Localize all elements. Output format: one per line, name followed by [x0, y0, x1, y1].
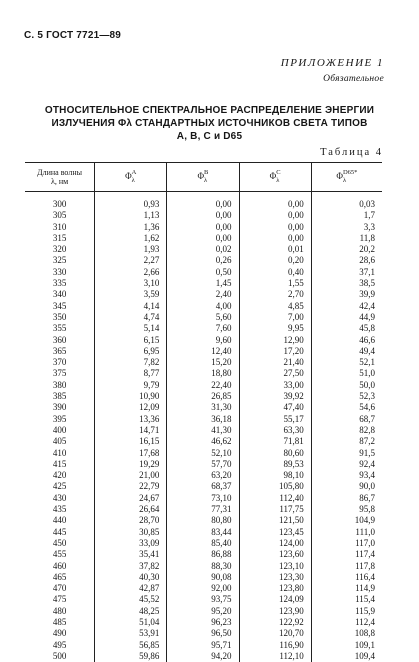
header-phi-b-sup: B	[204, 169, 208, 176]
table-cell: 430	[25, 493, 95, 504]
table-cell: 116,90	[239, 640, 311, 651]
table-row	[25, 402, 382, 413]
table-cell: 455	[25, 549, 95, 560]
table-cell: 440	[25, 515, 95, 526]
table-row	[25, 192, 382, 211]
table-cell: 48,25	[95, 606, 167, 617]
table-cell: 470	[25, 583, 95, 594]
table-cell: 22,40	[167, 380, 239, 391]
table-cell: 51,0	[311, 368, 382, 379]
table-cell: 0,00	[239, 192, 311, 211]
table-cell: 52,1	[311, 357, 382, 368]
table-cell: 475	[25, 594, 95, 605]
header-phi-a-sub: λ	[132, 177, 135, 184]
table-row	[25, 289, 382, 300]
table-cell: 320	[25, 244, 95, 255]
header-phi-b-sub: λ	[204, 177, 207, 184]
header-phi-d65-sub: λ	[343, 177, 346, 184]
table-cell: 117,8	[311, 561, 382, 572]
table-cell: 18,80	[167, 368, 239, 379]
table-row	[25, 357, 382, 368]
table-cell: 109,1	[311, 640, 382, 651]
table-cell: 96,23	[167, 617, 239, 628]
table-row	[25, 267, 382, 278]
table-cell: 116,4	[311, 572, 382, 583]
table-cell: 26,64	[95, 504, 167, 515]
table-cell: 39,9	[311, 289, 382, 300]
table-cell: 310	[25, 222, 95, 233]
table-cell: 24,67	[95, 493, 167, 504]
table-cell: 93,4	[311, 470, 382, 481]
table-cell: 9,95	[239, 323, 311, 334]
table-cell: 89,53	[239, 459, 311, 470]
table-cell: 0,26	[167, 255, 239, 266]
table-cell: 7,60	[167, 323, 239, 334]
table-row	[25, 606, 382, 617]
table-cell: 13,36	[95, 414, 167, 425]
table-cell: 4,14	[95, 301, 167, 312]
table-cell: 17,20	[239, 346, 311, 357]
table-cell: 21,00	[95, 470, 167, 481]
table-cell: 4,00	[167, 301, 239, 312]
table-row	[25, 323, 382, 334]
header-phi-d65-symbol: Φ	[336, 171, 343, 181]
table-label: Таблица 4	[320, 147, 383, 158]
table-cell: 2,70	[239, 289, 311, 300]
table-cell: 1,7	[311, 210, 382, 221]
header-phi-a	[95, 163, 167, 192]
appendix-note: Обязательное	[281, 74, 384, 84]
header-phi-c-sup: C	[276, 169, 280, 176]
table-cell: 49,4	[311, 346, 382, 357]
table-row	[25, 335, 382, 346]
table-cell: 80,80	[167, 515, 239, 526]
table-row	[25, 549, 382, 560]
table-row	[25, 651, 382, 662]
table-cell: 45,52	[95, 594, 167, 605]
table-cell: 123,10	[239, 561, 311, 572]
table-cell: 5,60	[167, 312, 239, 323]
table-cell: 5,14	[95, 323, 167, 334]
table-cell: 0,02	[167, 244, 239, 255]
document-title	[0, 104, 419, 143]
table-cell: 465	[25, 572, 95, 583]
table-cell: 12,09	[95, 402, 167, 413]
table-row	[25, 301, 382, 312]
table-row	[25, 459, 382, 470]
table-cell: 124,09	[239, 594, 311, 605]
table-cell: 26,85	[167, 391, 239, 402]
table-cell: 4,74	[95, 312, 167, 323]
table-cell: 410	[25, 448, 95, 459]
header-phi-d65	[311, 163, 382, 192]
table-cell: 490	[25, 628, 95, 639]
table-cell: 2,40	[167, 289, 239, 300]
table-cell: 28,6	[311, 255, 382, 266]
table-cell: 53,91	[95, 628, 167, 639]
table-cell: 480	[25, 606, 95, 617]
table-cell: 340	[25, 289, 95, 300]
table-cell: 19,29	[95, 459, 167, 470]
table-cell: 123,60	[239, 549, 311, 560]
table-cell: 17,68	[95, 448, 167, 459]
table-cell: 108,8	[311, 628, 382, 639]
table-cell: 16,15	[95, 436, 167, 447]
header-wavelength-line1: Длина волны	[25, 168, 94, 177]
table-cell: 450	[25, 538, 95, 549]
table-cell: 112,10	[239, 651, 311, 662]
table-cell: 8,77	[95, 368, 167, 379]
table-cell: 88,30	[167, 561, 239, 572]
table-row	[25, 538, 382, 549]
table-row	[25, 527, 382, 538]
table-cell: 86,7	[311, 493, 382, 504]
table-cell: 10,90	[95, 391, 167, 402]
table-cell: 95,8	[311, 504, 382, 515]
table-cell: 330	[25, 267, 95, 278]
table-cell: 0,00	[239, 210, 311, 221]
table-cell: 335	[25, 278, 95, 289]
table-cell: 105,80	[239, 481, 311, 492]
table-cell: 2,66	[95, 267, 167, 278]
table-cell: 82,8	[311, 425, 382, 436]
table-row	[25, 312, 382, 323]
table-cell: 112,40	[239, 493, 311, 504]
table-cell: 112,4	[311, 617, 382, 628]
title-line-2: ИЗЛУЧЕНИЯ Φλ СТАНДАРТНЫХ ИСТОЧНИКОВ СВЕТА ТИПОВ	[0, 117, 419, 130]
spectral-table	[25, 162, 382, 662]
table-cell: 500	[25, 651, 95, 662]
table-cell: 80,60	[239, 448, 311, 459]
table-cell: 27,50	[239, 368, 311, 379]
table-cell: 123,80	[239, 583, 311, 594]
table-cell: 42,4	[311, 301, 382, 312]
table-cell: 33,00	[239, 380, 311, 391]
table-cell: 44,9	[311, 312, 382, 323]
table-cell: 0,03	[311, 192, 382, 211]
table-cell: 1,13	[95, 210, 167, 221]
table-cell: 55,17	[239, 414, 311, 425]
table-cell: 93,75	[167, 594, 239, 605]
appendix-block	[281, 57, 384, 84]
table-cell: 15,20	[167, 357, 239, 368]
table-cell: 68,37	[167, 481, 239, 492]
table-cell: 54,6	[311, 402, 382, 413]
table-cell: 91,5	[311, 448, 382, 459]
table-body	[25, 192, 382, 662]
table-cell: 485	[25, 617, 95, 628]
table-cell: 31,30	[167, 402, 239, 413]
table-cell: 0,40	[239, 267, 311, 278]
table-row	[25, 594, 382, 605]
table-cell: 90,0	[311, 481, 382, 492]
table-row	[25, 470, 382, 481]
table-cell: 73,10	[167, 493, 239, 504]
table-cell: 1,62	[95, 233, 167, 244]
table-cell: 98,10	[239, 470, 311, 481]
table-cell: 68,7	[311, 414, 382, 425]
table-cell: 3,59	[95, 289, 167, 300]
table-cell: 0,00	[167, 192, 239, 211]
table-cell: 305	[25, 210, 95, 221]
table-row	[25, 391, 382, 402]
table-cell: 37,1	[311, 267, 382, 278]
table-row	[25, 504, 382, 515]
table-cell: 385	[25, 391, 95, 402]
table-cell: 0,20	[239, 255, 311, 266]
table-cell: 1,36	[95, 222, 167, 233]
table-cell: 40,30	[95, 572, 167, 583]
table-cell: 12,90	[239, 335, 311, 346]
table-cell: 2,27	[95, 255, 167, 266]
table-cell: 0,00	[167, 210, 239, 221]
table-cell: 11,8	[311, 233, 382, 244]
table-cell: 123,90	[239, 606, 311, 617]
table-cell: 405	[25, 436, 95, 447]
table-cell: 415	[25, 459, 95, 470]
table-cell: 435	[25, 504, 95, 515]
table-cell: 28,70	[95, 515, 167, 526]
table-cell: 1,45	[167, 278, 239, 289]
table-cell: 0,93	[95, 192, 167, 211]
table-row	[25, 244, 382, 255]
table-cell: 52,3	[311, 391, 382, 402]
table-cell: 0,00	[167, 222, 239, 233]
table-cell: 94,20	[167, 651, 239, 662]
table-cell: 325	[25, 255, 95, 266]
table-cell: 7,82	[95, 357, 167, 368]
table-cell: 77,31	[167, 504, 239, 515]
table-cell: 83,44	[167, 527, 239, 538]
table-cell: 63,20	[167, 470, 239, 481]
table-cell: 35,41	[95, 549, 167, 560]
table-cell: 52,10	[167, 448, 239, 459]
table-cell: 12,40	[167, 346, 239, 357]
table-row	[25, 436, 382, 447]
table-header-row	[25, 163, 382, 192]
header-phi-b	[167, 163, 239, 192]
header-phi-d65-sup: D65*	[343, 169, 357, 176]
table-cell: 0,01	[239, 244, 311, 255]
table-cell: 120,70	[239, 628, 311, 639]
header-phi-c	[239, 163, 311, 192]
table-row	[25, 255, 382, 266]
table-cell: 114,9	[311, 583, 382, 594]
table-cell: 370	[25, 357, 95, 368]
header-phi-a-symbol: Φ	[125, 171, 132, 181]
table-cell: 51,04	[95, 617, 167, 628]
table-row	[25, 583, 382, 594]
table-cell: 400	[25, 425, 95, 436]
table-cell: 38,5	[311, 278, 382, 289]
table-row	[25, 515, 382, 526]
table-cell: 360	[25, 335, 95, 346]
table-cell: 95,20	[167, 606, 239, 617]
table-cell: 47,40	[239, 402, 311, 413]
appendix-title: ПРИЛОЖЕНИЕ 1	[281, 57, 384, 69]
table-cell: 3,10	[95, 278, 167, 289]
header-phi-a-sup: A	[132, 169, 137, 176]
table-cell: 56,85	[95, 640, 167, 651]
table-row	[25, 368, 382, 379]
table-cell: 22,79	[95, 481, 167, 492]
table-cell: 115,9	[311, 606, 382, 617]
table-cell: 14,71	[95, 425, 167, 436]
table-cell: 124,00	[239, 538, 311, 549]
table-cell: 87,2	[311, 436, 382, 447]
table-cell: 115,4	[311, 594, 382, 605]
table-cell: 0,00	[239, 233, 311, 244]
header-phi-c-symbol: Φ	[270, 171, 277, 181]
table-cell: 460	[25, 561, 95, 572]
table-row	[25, 572, 382, 583]
table-cell: 39,92	[239, 391, 311, 402]
header-phi-c-sub: λ	[276, 177, 279, 184]
table-cell: 92,4	[311, 459, 382, 470]
table-cell: 104,9	[311, 515, 382, 526]
table-cell: 41,30	[167, 425, 239, 436]
table-cell: 30,85	[95, 527, 167, 538]
table-row	[25, 346, 382, 357]
table-row	[25, 481, 382, 492]
table-cell: 3,3	[311, 222, 382, 233]
table-cell: 123,45	[239, 527, 311, 538]
table-cell: 0,00	[239, 222, 311, 233]
table-cell: 86,88	[167, 549, 239, 560]
table-row	[25, 493, 382, 504]
table-row	[25, 222, 382, 233]
table-cell: 0,50	[167, 267, 239, 278]
table-cell: 33,09	[95, 538, 167, 549]
table-row	[25, 414, 382, 425]
table-cell: 395	[25, 414, 95, 425]
table-cell: 315	[25, 233, 95, 244]
header-phi-b-symbol: Φ	[197, 171, 204, 181]
table-cell: 9,79	[95, 380, 167, 391]
table-cell: 390	[25, 402, 95, 413]
table-row	[25, 617, 382, 628]
table-cell: 122,92	[239, 617, 311, 628]
table-cell: 355	[25, 323, 95, 334]
table-cell: 7,00	[239, 312, 311, 323]
table-row	[25, 561, 382, 572]
table-cell: 117,75	[239, 504, 311, 515]
table-row	[25, 640, 382, 651]
table-cell: 6,95	[95, 346, 167, 357]
table-cell: 96,50	[167, 628, 239, 639]
table-cell: 365	[25, 346, 95, 357]
table-cell: 350	[25, 312, 95, 323]
table-cell: 85,40	[167, 538, 239, 549]
table-cell: 0,00	[167, 233, 239, 244]
table-row	[25, 425, 382, 436]
table-cell: 59,86	[95, 651, 167, 662]
table-cell: 90,08	[167, 572, 239, 583]
header-wavelength-line2: λ, нм	[25, 177, 94, 186]
table-cell: 4,85	[239, 301, 311, 312]
table-cell: 45,8	[311, 323, 382, 334]
table-cell: 95,71	[167, 640, 239, 651]
table-row	[25, 233, 382, 244]
title-line-1: ОТНОСИТЕЛЬНОЕ СПЕКТРАЛЬНОЕ РАСПРЕДЕЛЕНИЕ ЭНЕРГИИ	[0, 104, 419, 117]
table-cell: 380	[25, 380, 95, 391]
table-cell: 425	[25, 481, 95, 492]
table-cell: 495	[25, 640, 95, 651]
table-cell: 123,30	[239, 572, 311, 583]
title-line-3: А, В, С и D65	[0, 130, 419, 143]
table-cell: 121,50	[239, 515, 311, 526]
table-cell: 57,70	[167, 459, 239, 470]
table-cell: 21,40	[239, 357, 311, 368]
table-row	[25, 210, 382, 221]
table-cell: 117,0	[311, 538, 382, 549]
table-cell: 9,60	[167, 335, 239, 346]
table-cell: 63,30	[239, 425, 311, 436]
table-cell: 37,82	[95, 561, 167, 572]
table-row	[25, 278, 382, 289]
table-row	[25, 380, 382, 391]
table-cell: 42,87	[95, 583, 167, 594]
table-cell: 109,4	[311, 651, 382, 662]
table-cell: 1,93	[95, 244, 167, 255]
table-cell: 6,15	[95, 335, 167, 346]
table-cell: 46,62	[167, 436, 239, 447]
table-cell: 36,18	[167, 414, 239, 425]
table-row	[25, 448, 382, 459]
table-cell: 92,00	[167, 583, 239, 594]
table-cell: 71,81	[239, 436, 311, 447]
table-cell: 420	[25, 470, 95, 481]
page-header: С. 5 ГОСТ 7721—89	[24, 30, 121, 41]
table-cell: 445	[25, 527, 95, 538]
table-cell: 300	[25, 192, 95, 211]
table-cell: 111,0	[311, 527, 382, 538]
table-cell: 46,6	[311, 335, 382, 346]
table-cell: 50,0	[311, 380, 382, 391]
table-cell: 1,55	[239, 278, 311, 289]
table-row	[25, 628, 382, 639]
header-wavelength	[25, 163, 95, 192]
table-cell: 20,2	[311, 244, 382, 255]
table-cell: 345	[25, 301, 95, 312]
table-cell: 375	[25, 368, 95, 379]
table-cell: 117,4	[311, 549, 382, 560]
